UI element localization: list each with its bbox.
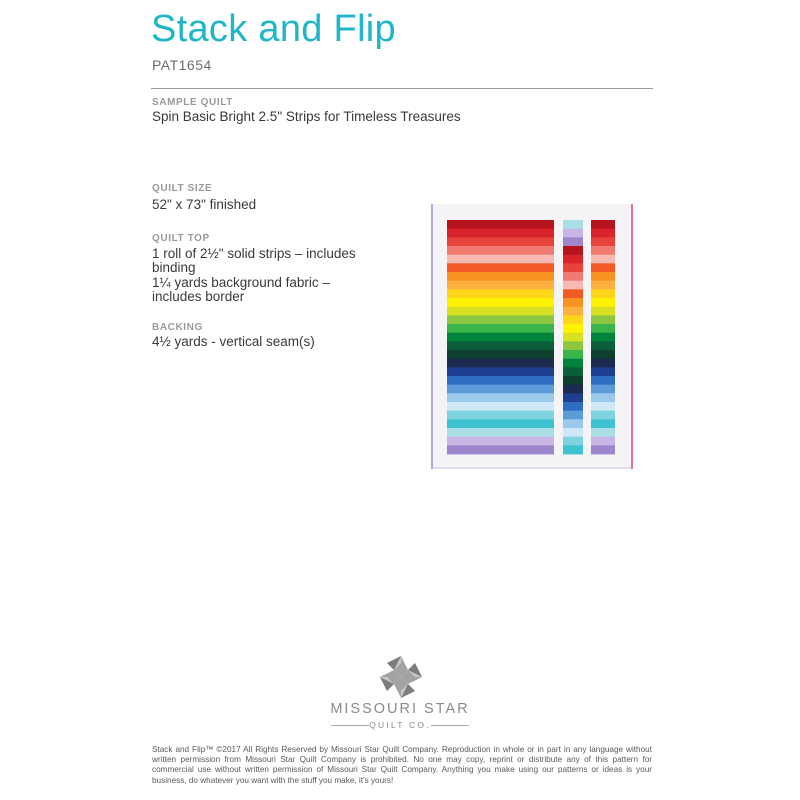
quilt-strip	[591, 220, 615, 229]
logo-rule-right	[431, 725, 469, 726]
quilt-strip	[591, 229, 615, 238]
quilt-strip	[591, 272, 615, 281]
quilt-strip	[447, 367, 554, 376]
quilt-strip	[591, 246, 615, 255]
quilt-strip	[591, 289, 615, 298]
quilt-top-line-3: 1¼ yards background fabric –	[152, 275, 330, 290]
quilt-strip	[563, 393, 583, 402]
company-logo	[0, 654, 800, 734]
quilt-strip	[447, 324, 554, 333]
quilt-strip	[447, 255, 554, 264]
quilt-strip	[447, 281, 554, 290]
quilt-strip	[591, 341, 615, 350]
quilt-strip	[591, 324, 615, 333]
quilt-strip	[591, 385, 615, 394]
sample-quilt-value: Spin Basic Bright 2.5" Strips for Timeless Treasures	[152, 109, 461, 124]
quilt-strip	[591, 263, 615, 272]
quilt-strip	[447, 437, 554, 446]
page-title: Stack and Flip	[151, 8, 396, 50]
quilt-strips-graphic	[431, 204, 633, 469]
quilt-strip	[563, 385, 583, 394]
quilt-strip	[563, 229, 583, 238]
quilt-strip	[563, 246, 583, 255]
quilt-strip	[563, 350, 583, 359]
copyright-notice: Stack and Flip™ ©2017 All Rights Reserved by Missouri Star Quilt Company. Reproduction in whole or in part in any language without written permission from Missouri Star Quilt Company is prohibited. No one may copy, reprint or distribute any of this pattern for commercial use without written permission of Missouri Star Quilt Company. Anything you make using our patterns or ideas is your business, do whatever you want with the stuff you make, it's yours!	[152, 745, 652, 785]
quilt-strip	[563, 237, 583, 246]
quilt-strip	[563, 402, 583, 411]
quilt-strip	[563, 419, 583, 428]
quilt-strip	[591, 298, 615, 307]
quilt-photo	[431, 204, 633, 469]
quilt-strip	[447, 237, 554, 246]
quilt-strip	[591, 350, 615, 359]
quilt-strip	[447, 229, 554, 238]
backing-value: 4½ yards - vertical seam(s)	[152, 334, 315, 349]
quilt-strip	[591, 255, 615, 264]
quilt-strip	[447, 289, 554, 298]
quilt-strip	[563, 281, 583, 290]
header-divider	[151, 88, 653, 89]
quilt-strip	[591, 437, 615, 446]
quilt-strip	[591, 428, 615, 437]
quilt-strip	[447, 411, 554, 420]
quilt-strip	[563, 445, 583, 454]
quilt-strip	[447, 307, 554, 316]
quilt-strip	[563, 289, 583, 298]
quilt-size-label: QUILT SIZE	[152, 183, 213, 194]
sample-quilt-label: SAMPLE QUILT	[152, 97, 233, 108]
quilt-strip	[563, 359, 583, 368]
quilt-top-line-4: includes border	[152, 289, 245, 304]
quilt-strip	[447, 419, 554, 428]
quilt-strip	[447, 263, 554, 272]
quilt-strip	[563, 255, 583, 264]
quilt-strip	[447, 315, 554, 324]
quilt-top-line-2: binding	[152, 260, 196, 275]
quilt-strip	[563, 272, 583, 281]
quilt-strip	[447, 359, 554, 368]
quilt-strip	[563, 324, 583, 333]
quilt-strip	[563, 333, 583, 342]
quilt-strip	[447, 376, 554, 385]
quilt-strip	[447, 220, 554, 229]
quilt-strip	[591, 281, 615, 290]
quilt-strip	[447, 428, 554, 437]
quilt-strip	[591, 411, 615, 420]
quilt-strip	[591, 393, 615, 402]
quilt-strip	[591, 237, 615, 246]
quilt-strip	[447, 350, 554, 359]
quilt-strip	[447, 341, 554, 350]
quilt-size-value: 52" x 73" finished	[152, 197, 257, 212]
backing-label: BACKING	[152, 322, 203, 333]
quilt-strip	[563, 263, 583, 272]
quilt-strip	[447, 333, 554, 342]
quilt-top-label: QUILT TOP	[152, 233, 210, 244]
quilt-strip	[591, 445, 615, 454]
quilt-strip	[591, 367, 615, 376]
quilt-top-line-1: 1 roll of 2½" solid strips – includes	[152, 246, 356, 261]
quilt-strip	[591, 359, 615, 368]
quilt-strip	[447, 445, 554, 454]
quilt-strip	[447, 402, 554, 411]
quilt-strip	[563, 341, 583, 350]
pattern-code: PAT1654	[152, 57, 212, 73]
quilt-strip	[563, 307, 583, 316]
quilt-strip	[563, 367, 583, 376]
quilt-strip	[447, 246, 554, 255]
quilt-strip	[563, 315, 583, 324]
logo-name: MISSOURI STAR	[330, 701, 470, 717]
quilt-strip	[591, 402, 615, 411]
logo-subtitle: QUILT CO.	[369, 720, 431, 730]
quilt-strip	[591, 419, 615, 428]
quilt-strip	[563, 376, 583, 385]
quilt-strip	[447, 385, 554, 394]
quilt-strip	[447, 298, 554, 307]
quilt-strip	[563, 411, 583, 420]
quilt-strip	[591, 376, 615, 385]
quilt-strip	[591, 307, 615, 316]
quilt-strip	[563, 437, 583, 446]
star-quilt-block-icon	[378, 654, 424, 700]
quilt-strip	[447, 272, 554, 281]
quilt-strip	[563, 220, 583, 229]
quilt-strip	[447, 393, 554, 402]
quilt-strip	[563, 428, 583, 437]
quilt-strip	[591, 315, 615, 324]
quilt-strip	[591, 333, 615, 342]
quilt-strip	[563, 298, 583, 307]
